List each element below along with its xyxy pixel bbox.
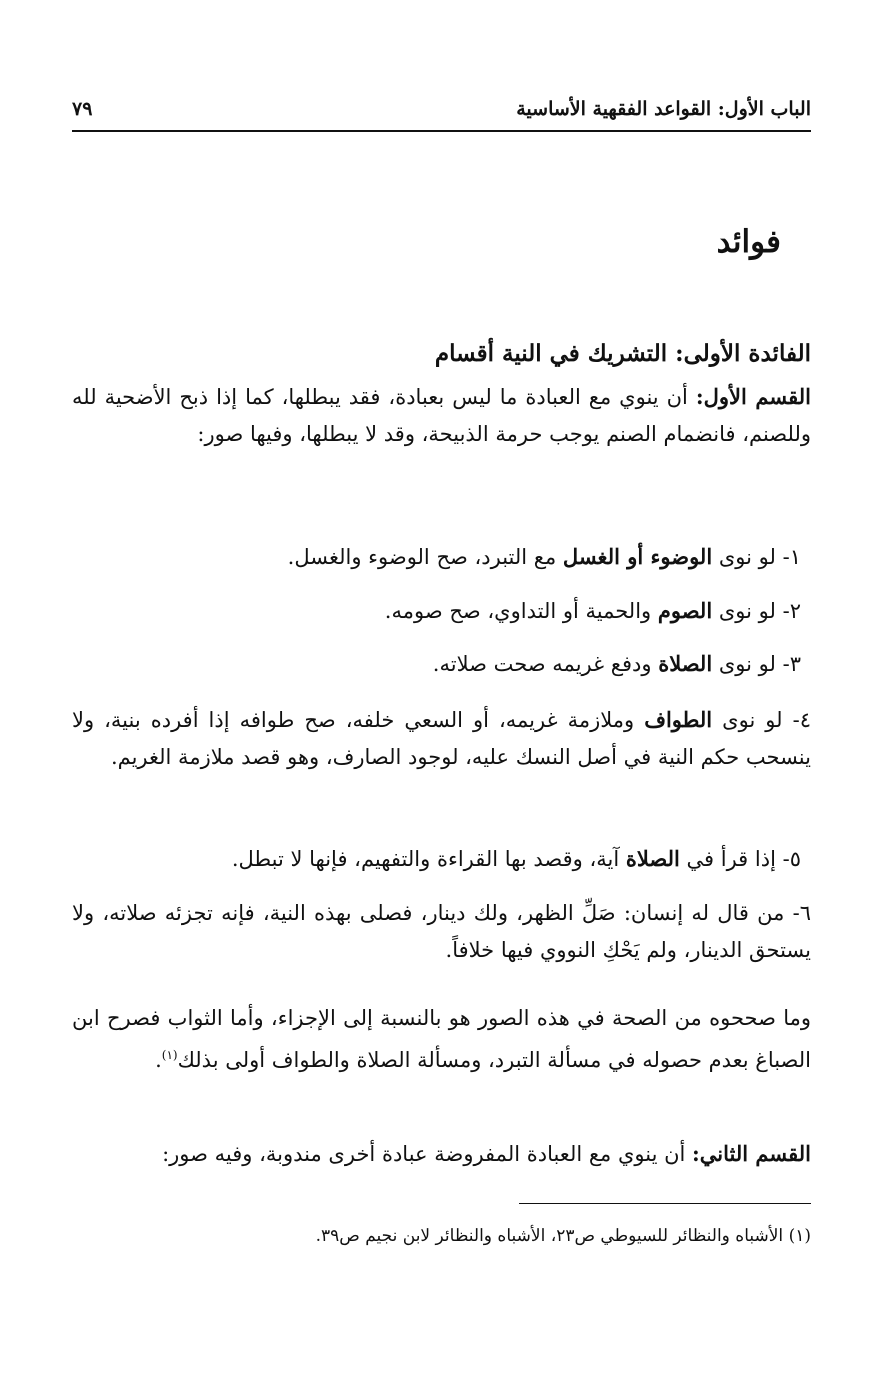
item-text-post: مع التبرد، صح الوضوء والغسل. <box>287 545 557 569</box>
item-text-bold: الطواف <box>644 707 713 732</box>
running-header <box>72 96 811 132</box>
subheading: الفائدة الأولى: التشريك في النية أقسام <box>434 340 811 367</box>
item-text-bold: الصوم <box>657 598 713 623</box>
footnote-marker: (١) <box>788 1226 811 1246</box>
item-text-bold: الصلاة <box>625 846 680 871</box>
section-title: فوائد <box>716 224 781 260</box>
item-number: ٥- <box>782 847 801 871</box>
item-text-pre: إذا قرأ في <box>686 847 776 871</box>
footnote-divider <box>519 1203 811 1204</box>
item-text-post: ودفع غريمه صحت صلاته. <box>432 652 652 676</box>
item-number: ٣- <box>782 652 801 676</box>
part-one-label: القسم الأول: <box>695 384 811 409</box>
item-text-pre: لو نوى <box>722 708 783 732</box>
item-number: ٢- <box>782 599 801 623</box>
item-text-pre: لو نوى <box>718 545 776 569</box>
part-one-text: أن ينوي مع العبادة ما ليس بعبادة، فقد يبطلها، كما إذا ذبح الأضحية لله وللصنم، فانضمام الصنم يوجب حرمة الذبيحة، وقد لا يبطلها، وفيها صور: <box>72 385 811 446</box>
list-item-4 <box>72 701 811 776</box>
footnote-reference: (١) <box>161 1048 178 1062</box>
part-two-text: أن ينوي مع العبادة المفروضة عبادة أخرى مندوبة، وفيه صور: <box>162 1142 686 1166</box>
item-text-post: والحمية أو التداوي، صح صومه. <box>384 599 652 623</box>
part-two-label: القسم الثاني: <box>692 1141 811 1166</box>
item-number: ١- <box>782 545 801 569</box>
summary-text: وما صححوه من الصحة في هذه الصور هو بالنسبة إلى الإجزاء، وأما الثواب فصرح ابن الصباغ بعدم حصوله في مسألة التبرد، ومسألة الصلاة والطواف أولى بذلك <box>72 1006 811 1072</box>
item-text-bold: الوضوء أو الغسل <box>562 544 713 569</box>
item-text-pre: لو نوى <box>718 652 776 676</box>
list-item-2 <box>72 592 801 630</box>
item-number: ٤- <box>792 708 811 732</box>
part-two-paragraph <box>72 1135 811 1173</box>
summary-end: . <box>155 1048 162 1072</box>
item-text-bold: الصلاة <box>658 651 713 676</box>
item-text-pre: لو نوى <box>718 599 776 623</box>
item-text-post: من قال له إنسان: صَلِّ الظهر، ولك دينار، فصلى بهذه النية، فإنه تجزئه صلاته، ولا يستحق الدينار، ولم يَحْكِ النووي فيها خلافاً. <box>72 901 811 962</box>
summary-paragraph <box>72 1000 811 1079</box>
footnote <box>72 1222 811 1250</box>
item-text-post: وملازمة غريمه، أو السعي خلفه، صح طوافه إذا أفرده بنية، ولا ينسحب حكم النية في أصل النسك عليه، لوجود الصارف، وهو قصد ملازمة الغريم. <box>72 708 811 769</box>
running-title: الباب الأول: القواعد الفقهية الأساسية <box>516 98 811 120</box>
page-number: ٧٩ <box>72 98 93 120</box>
footnote-text: الأشباه والنظائر للسيوطي ص٢٣، الأشباه والنظائر لابن نجيم ص٣٩. <box>315 1226 784 1246</box>
item-number: ٦- <box>792 901 811 925</box>
list-item-5 <box>72 840 801 878</box>
list-item-1 <box>72 538 801 576</box>
part-one-paragraph <box>72 378 811 453</box>
item-text-post: آية، وقصد بها القراءة والتفهيم، فإنها لا تبطل. <box>231 847 620 871</box>
list-item-6 <box>72 895 811 969</box>
list-item-3 <box>72 645 801 683</box>
